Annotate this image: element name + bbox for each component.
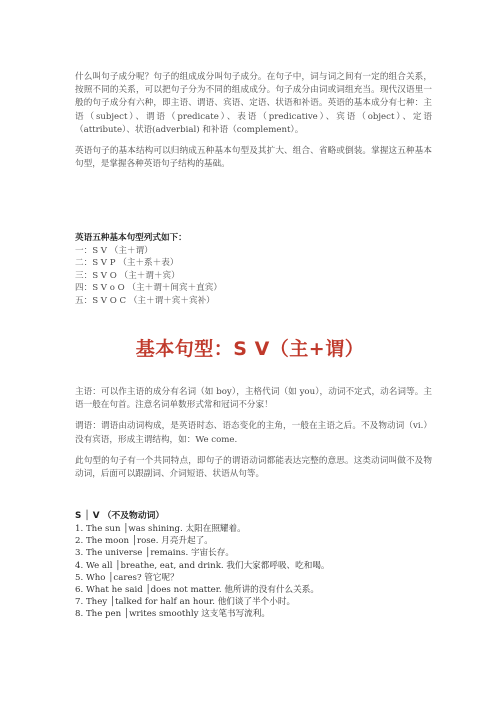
example-number: 4. bbox=[75, 560, 86, 571]
predicate-explanation: 谓语：谓语由动词构成，是英语时态、语态变化的主角，一般在主语之后。不及物动词（vi.）没有宾语，形成主谓结构，如：We come. bbox=[75, 421, 432, 445]
example-verb: writes smoothly bbox=[129, 609, 202, 620]
examples-section bbox=[75, 510, 432, 621]
explanation-section bbox=[75, 386, 432, 481]
example-number: 8. bbox=[75, 609, 86, 620]
example-translation: 我们大家都呼吸、吃和喝。 bbox=[226, 560, 330, 571]
pattern-list bbox=[75, 232, 432, 308]
example-subject: The universe bbox=[85, 548, 146, 559]
example-subject: The sun bbox=[85, 524, 124, 534]
example-subject: The pen bbox=[85, 609, 124, 620]
example-translation: 月亮升起了。 bbox=[161, 536, 213, 547]
example-sentence bbox=[75, 560, 432, 572]
pattern-item: 二：S V P （主＋系＋表） bbox=[75, 258, 179, 269]
example-translation: 这支笔书写流利。 bbox=[201, 609, 270, 620]
divider-bar: │ bbox=[108, 572, 114, 583]
divider-bar: │ bbox=[123, 609, 130, 620]
example-number: 1. bbox=[75, 524, 86, 534]
intro-paragraph-1: 什么叫句子成分呢？句子的组成成分叫句子成分。在句子中，词与词之间有一定的组合关系，按照不同的关系，可以把句子分为不同的组成成分。句子成分由词或词组充当。现代汉语里一般的句子成分有六种，即主语、谓语、宾语、定语、状语和补语。英语的基本成分有七种：主语（subject）、谓语（predicate）、表语（predicative）、宾语（object）、定语（attribute）、状语(adverbial) 和补语（complement）。 bbox=[75, 72, 432, 135]
example-subject: Who bbox=[85, 572, 109, 583]
pattern-list-heading: 英语五种基本句型列式如下： bbox=[75, 233, 187, 243]
pattern-item: 五：S V O C （主＋谓＋宾＋宾补） bbox=[75, 295, 215, 306]
example-sentence bbox=[75, 584, 432, 596]
pattern-explanation: 此句型的句子有一个共同特点，即句子的谓语动词都能表达完整的意思。这类动词叫做不及物动词，后面可以跟副词、介词短语、状语从句等。 bbox=[75, 455, 432, 480]
example-sentence bbox=[75, 547, 432, 559]
examples-list bbox=[75, 523, 432, 621]
example-number: 2. bbox=[75, 536, 86, 547]
subject-explanation: 主语：可以作主语的成分有名词（如 boy），主格代词（如 you），动词不定式，动名词等。主语一般在句首。注意名词单数形式常和冠词不分家！ bbox=[75, 387, 432, 411]
divider-bar: │ bbox=[123, 524, 129, 534]
divider-bar: │ bbox=[145, 585, 151, 596]
pattern-item: 三：S V O （主＋谓＋宾） bbox=[75, 270, 180, 281]
example-sentence bbox=[75, 572, 432, 584]
divider-bar: │ bbox=[115, 560, 121, 571]
pattern-item: 四：S V o O （主＋谓＋间宾＋直宾） bbox=[75, 283, 222, 294]
example-subject: The moon bbox=[85, 536, 132, 547]
intro-section bbox=[75, 71, 432, 171]
divider-bar: │ bbox=[109, 597, 116, 608]
example-subject: What he said bbox=[85, 585, 146, 596]
example-translation: 他所讲的没有什么关系。 bbox=[224, 585, 319, 596]
example-number: 6. bbox=[75, 585, 86, 596]
example-translation: 宇宙长存。 bbox=[190, 548, 234, 559]
divider-bar: │ bbox=[131, 536, 137, 547]
divider-bar: │ bbox=[145, 548, 151, 559]
example-verb: talked for half an hour. bbox=[115, 597, 218, 608]
example-verb: breathe, eat, and drink. bbox=[120, 560, 227, 571]
example-verb: cares? bbox=[113, 572, 145, 583]
example-sentence bbox=[75, 596, 432, 608]
example-subject: They bbox=[85, 597, 110, 608]
intro-paragraph-2: 英语句子的基本结构可以归纳成五种基本句型及其扩大、组合、省略或倒装。掌握这五种基本句型，是掌握各种英语句子结构的基础。 bbox=[75, 146, 432, 170]
example-number: 5. bbox=[75, 572, 86, 583]
pattern-item: 一：S V （主＋谓） bbox=[75, 245, 153, 256]
example-verb: rose. bbox=[136, 536, 162, 547]
example-translation: 管它呢？ bbox=[144, 572, 179, 583]
example-number: 3. bbox=[75, 548, 86, 559]
example-translation: 太阳在照耀着。 bbox=[185, 524, 246, 534]
example-sentence bbox=[75, 523, 432, 535]
example-sentence bbox=[75, 535, 432, 547]
examples-heading: S │ V （不及物动词） bbox=[75, 511, 165, 521]
example-sentence bbox=[75, 608, 432, 620]
example-verb: was shining. bbox=[128, 524, 186, 534]
example-subject: We all bbox=[85, 560, 116, 571]
example-verb: remains. bbox=[150, 548, 191, 559]
section-title: 基本句型：S V（主+谓） bbox=[135, 338, 365, 360]
example-number: 7. bbox=[75, 597, 86, 608]
example-verb: does not matter. bbox=[150, 585, 225, 596]
example-translation: 他们谈了半个小时。 bbox=[217, 597, 296, 608]
